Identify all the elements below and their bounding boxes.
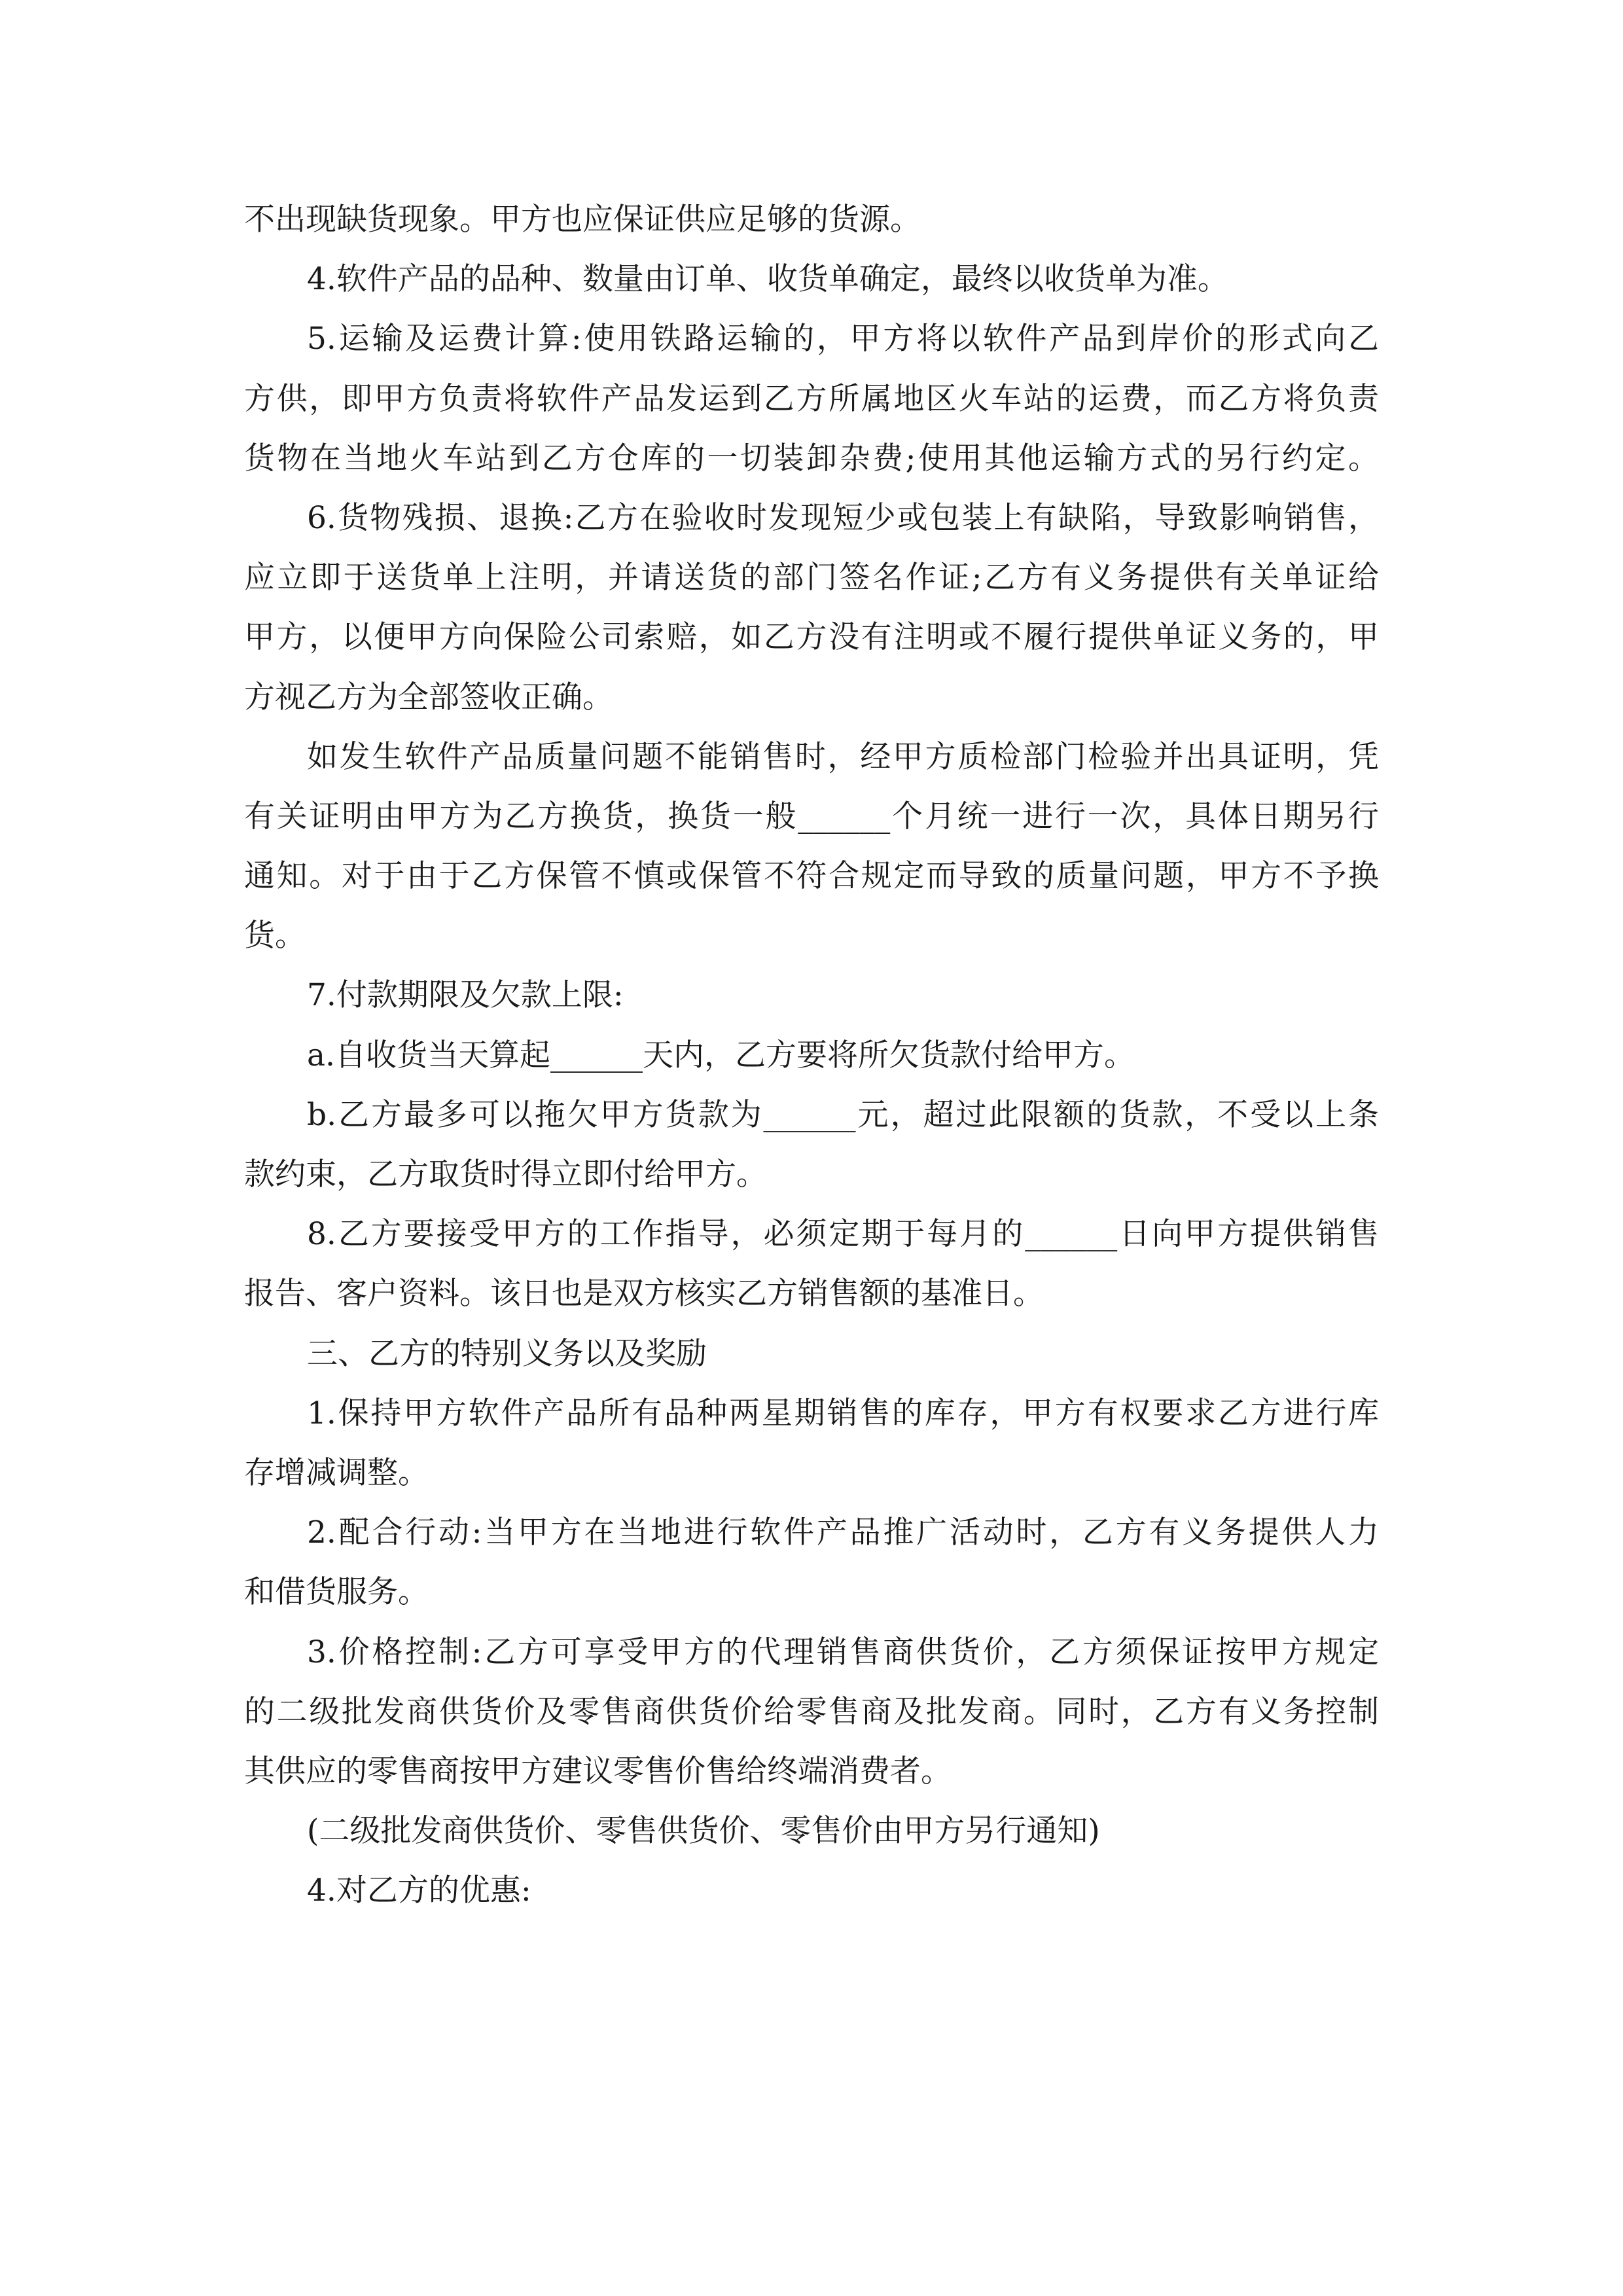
text-line: 存增减调整。: [244, 1454, 429, 1491]
text-line: 1.保持甲方软件产品所有品种两星期销售的库存，甲方有权要求乙方进行库: [307, 1395, 1379, 1431]
text-line: 有关证明由甲方为乙方换货，换货一般______个月统一进行一次，具体日期另行: [244, 798, 1379, 834]
text-line: 不出现缺货现象。甲方也应保证供应足够的货源。: [244, 202, 921, 238]
text-line: 方供，即甲方负责将软件产品发运到乙方所属地区火车站的运费，而乙方将负责: [244, 380, 1379, 417]
text-line: a.自收货当天算起______天内，乙方要将所欠货款付给甲方。: [307, 1037, 1135, 1073]
text-line: 其供应的零售商按甲方建议零售价售给终端消费者。: [244, 1753, 952, 1789]
text-line: 通知。对于由于乙方保管不慎或保管不符合规定而导致的质量问题，甲方不予换: [244, 858, 1379, 895]
text-line: 甲方，以便甲方向保险公司索赔，如乙方没有注明或不履行提供单证义务的，甲: [244, 619, 1379, 656]
text-line: 4.软件产品的品种、数量由订单、收货单确定，最终以收货单为准。: [307, 261, 1228, 298]
text-line: 如发生软件产品质量问题不能销售时，经甲方质检部门检验并出具证明，凭: [307, 738, 1379, 775]
text-line: 4.对乙方的优惠:: [307, 1873, 531, 1909]
text-line: 货。: [244, 918, 306, 954]
text-line: 和借货服务。: [244, 1574, 429, 1611]
document-body: [244, 190, 1379, 1920]
text-line: 的二级批发商供货价及零售商供货价给零售商及批发商。同时，乙方有义务控制: [244, 1693, 1379, 1730]
text-line: 7.付款期限及欠款上限:: [307, 977, 624, 1014]
text-line: 8.乙方要接受甲方的工作指导，必须定期于每月的______日向甲方提供销售: [307, 1216, 1379, 1253]
text-line: 3.价格控制:乙方可享受甲方的代理销售商供货价，乙方须保证按甲方规定: [307, 1634, 1379, 1670]
text-line: 方视乙方为全部签收正确。: [244, 679, 613, 715]
text-line: 报告、客户资料。该日也是双方核实乙方销售额的基准日。: [244, 1276, 1044, 1312]
text-line: 6.货物残损、退换:乙方在验收时发现短少或包装上有缺陷，导致影响销售，: [307, 499, 1379, 536]
text-line: 应立即于送货单上注明，并请送货的部门签名作证;乙方有义务提供有关单证给: [244, 560, 1379, 596]
text-line: (二级批发商供货价、零售供货价、零售价由甲方另行通知): [307, 1813, 1100, 1850]
text-line: 款约束，乙方取货时得立即付给甲方。: [244, 1157, 767, 1193]
text-line: 5.运输及运费计算:使用铁路运输的，甲方将以软件产品到岸价的形式向乙: [307, 321, 1379, 357]
text-line: 货物在当地火车站到乙方仓库的一切装卸杂费;使用其他运输方式的另行约定。: [244, 440, 1379, 476]
text-line: 三、乙方的特别义务以及奖励: [307, 1335, 707, 1372]
text-line: 2.配合行动:当甲方在当地进行软件产品推广活动时，乙方有义务提供人力: [307, 1515, 1379, 1551]
text-line: b.乙方最多可以拖欠甲方货款为______元，超过此限额的货款，不受以上条: [307, 1096, 1379, 1133]
